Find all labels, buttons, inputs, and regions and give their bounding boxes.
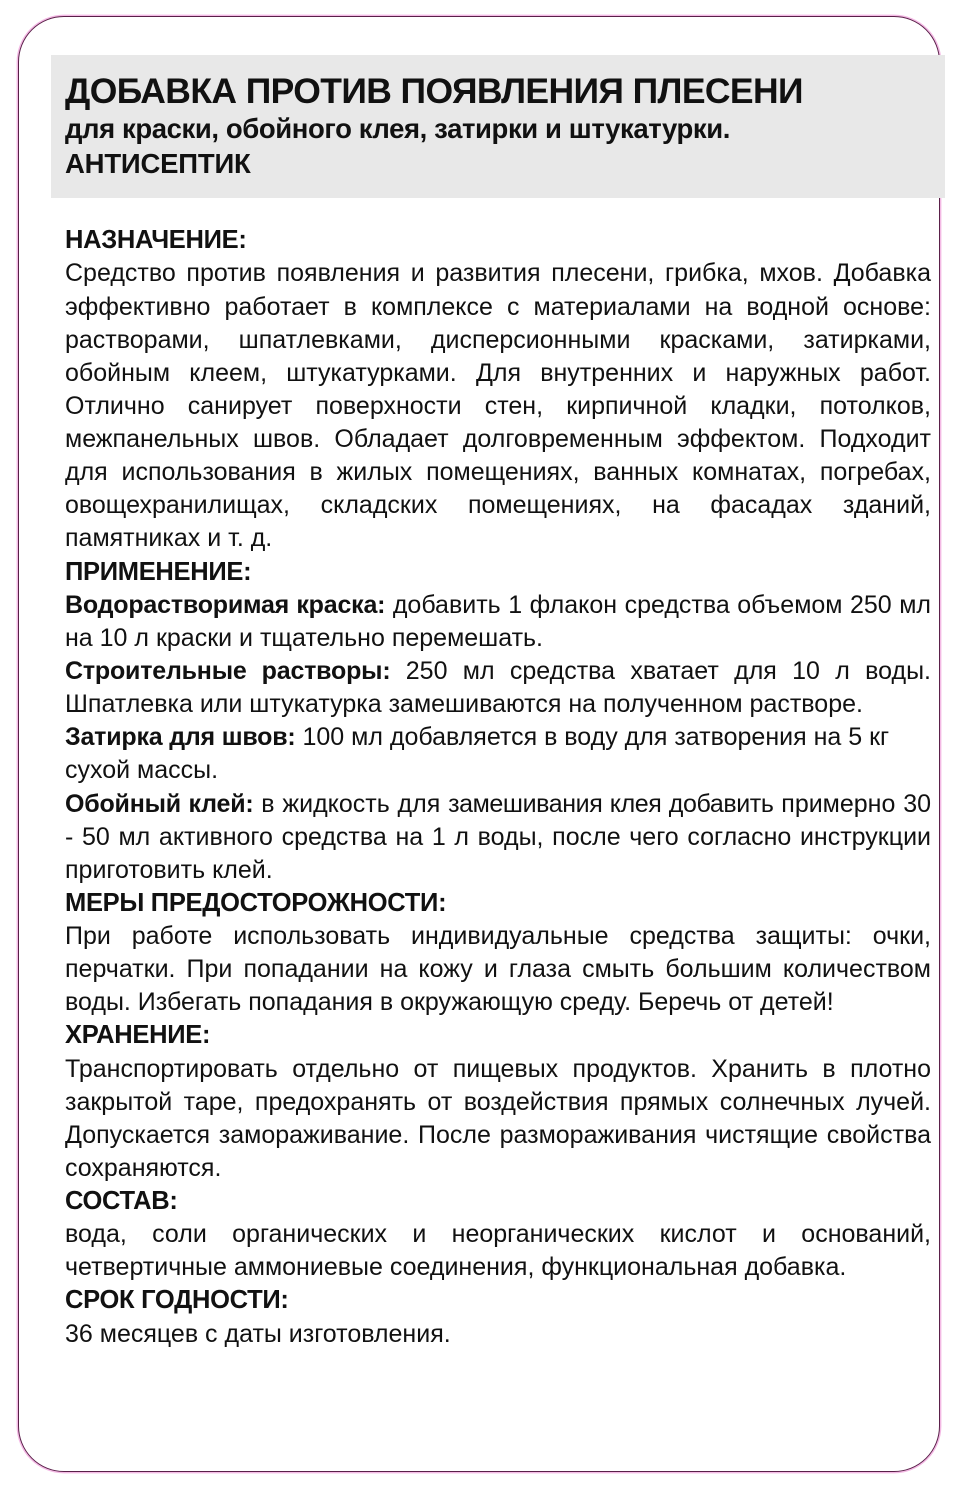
run-in-label-building-mortars: Строительные растворы: xyxy=(65,657,391,685)
section-application xyxy=(65,556,931,887)
run-in-label-water-soluble-paint: Водорастворимая краска: xyxy=(65,590,386,619)
section-shelf-life xyxy=(65,1284,931,1350)
application-item-grout xyxy=(65,721,931,787)
section-purpose xyxy=(65,224,931,555)
run-in-label-wallpaper-glue: Обойный клей: xyxy=(65,789,254,818)
section-heading-purpose: НАЗНАЧЕНИЕ: xyxy=(65,226,247,255)
run-in-text-wallpaper-glue: в жидкость для xyxy=(253,789,449,818)
run-in-text-wallpaper-glue-condensed: замешивания клея добавить xyxy=(448,789,774,818)
application-item-water-soluble-paint xyxy=(65,589,931,655)
header-banner xyxy=(51,55,945,198)
section-composition xyxy=(65,1185,931,1284)
label-content xyxy=(65,55,931,1351)
product-type-label: АНТИСЕПТИК xyxy=(65,147,251,179)
product-title: ДОБАВКА ПРОТИВ ПОЯВЛЕНИЯ ПЛЕСЕНИ xyxy=(65,71,803,111)
section-body-shelf-life: 36 месяцев с даты изготовления. xyxy=(65,1319,451,1348)
section-body-purpose: Средство против появления и развития плесени, грибка, мхов. Добавка эффективно работает в комплексе с материалами на водной основе: растворами, шпатлевками, дисперсионными красками, затирками, обойным клеем, штукатурками. Для внутренних и наружных работ. Отлично санирует поверхности стен, кирпичной кладки, потолков, межпанельных швов. Обладает долговременным эффектом. Подходит для использования в жилых помещениях, ванных комнатах, погребах, овощехранилищах, складских помещениях, на фасадах зданий, памятниках и т. д. xyxy=(65,259,931,553)
section-body-storage: Транспортировать отдельно от пищевых продуктов. Хранить в плотно закрытой таре, предохранять от воздействия прямых солнечных лучей. Допускается замораживание. После размораживания чистящие свойства сохраняются. xyxy=(65,1054,931,1182)
section-heading-storage: ХРАНЕНИЕ: xyxy=(65,1021,211,1050)
application-item-wallpaper-glue xyxy=(65,788,931,887)
product-subtitle: для краски, обойного клея, затирки и штукатурки. xyxy=(65,113,731,145)
section-body-precautions: При работе использовать индивидуальные средства защиты: очки, перчатки. При попадании на кожу и глаза смыть большим количеством воды. Избегать попадания в окружающую среду. Беречь от детей! xyxy=(65,922,931,1017)
run-in-text-wallpaper-glue-after: примерно 30 - 50 мл активного средства на 1 л воды, после чего согласно инструкции приготовить клей. xyxy=(65,789,931,884)
run-in-label-grout: Затирка для швов: xyxy=(65,723,296,752)
section-storage xyxy=(65,1019,931,1185)
run-in-text-grout: 100 мл добавляется в воду для затворения на 5 кг сухой массы. xyxy=(65,723,890,785)
application-item-building-mortars xyxy=(65,655,931,721)
section-precautions xyxy=(65,887,931,1020)
section-heading-composition: СОСТАВ: xyxy=(65,1187,178,1216)
section-heading-shelf-life: СРОК ГОДНОСТИ: xyxy=(65,1286,289,1315)
run-in-text-building-mortars: 250 мл средства хватает для 10 л воды. Шпатлевка или штукатурка замешиваются на полученном растворе. xyxy=(65,657,931,719)
section-heading-precautions: МЕРЫ ПРЕДОСТОРОЖНОСТИ: xyxy=(65,888,447,917)
product-label-card xyxy=(18,16,940,1472)
run-in-text-water-soluble-paint: добавить 1 флакон средства объемом 250 мл на 10 л краски и тщательно перемешать. xyxy=(65,590,931,652)
section-body-composition: вода, соли органических и неорганических кислот и оснований, четвертичные аммониевые соединения, функциональная добавка. xyxy=(65,1220,931,1282)
section-heading-application: ПРИМЕНЕНИЕ: xyxy=(65,557,252,586)
